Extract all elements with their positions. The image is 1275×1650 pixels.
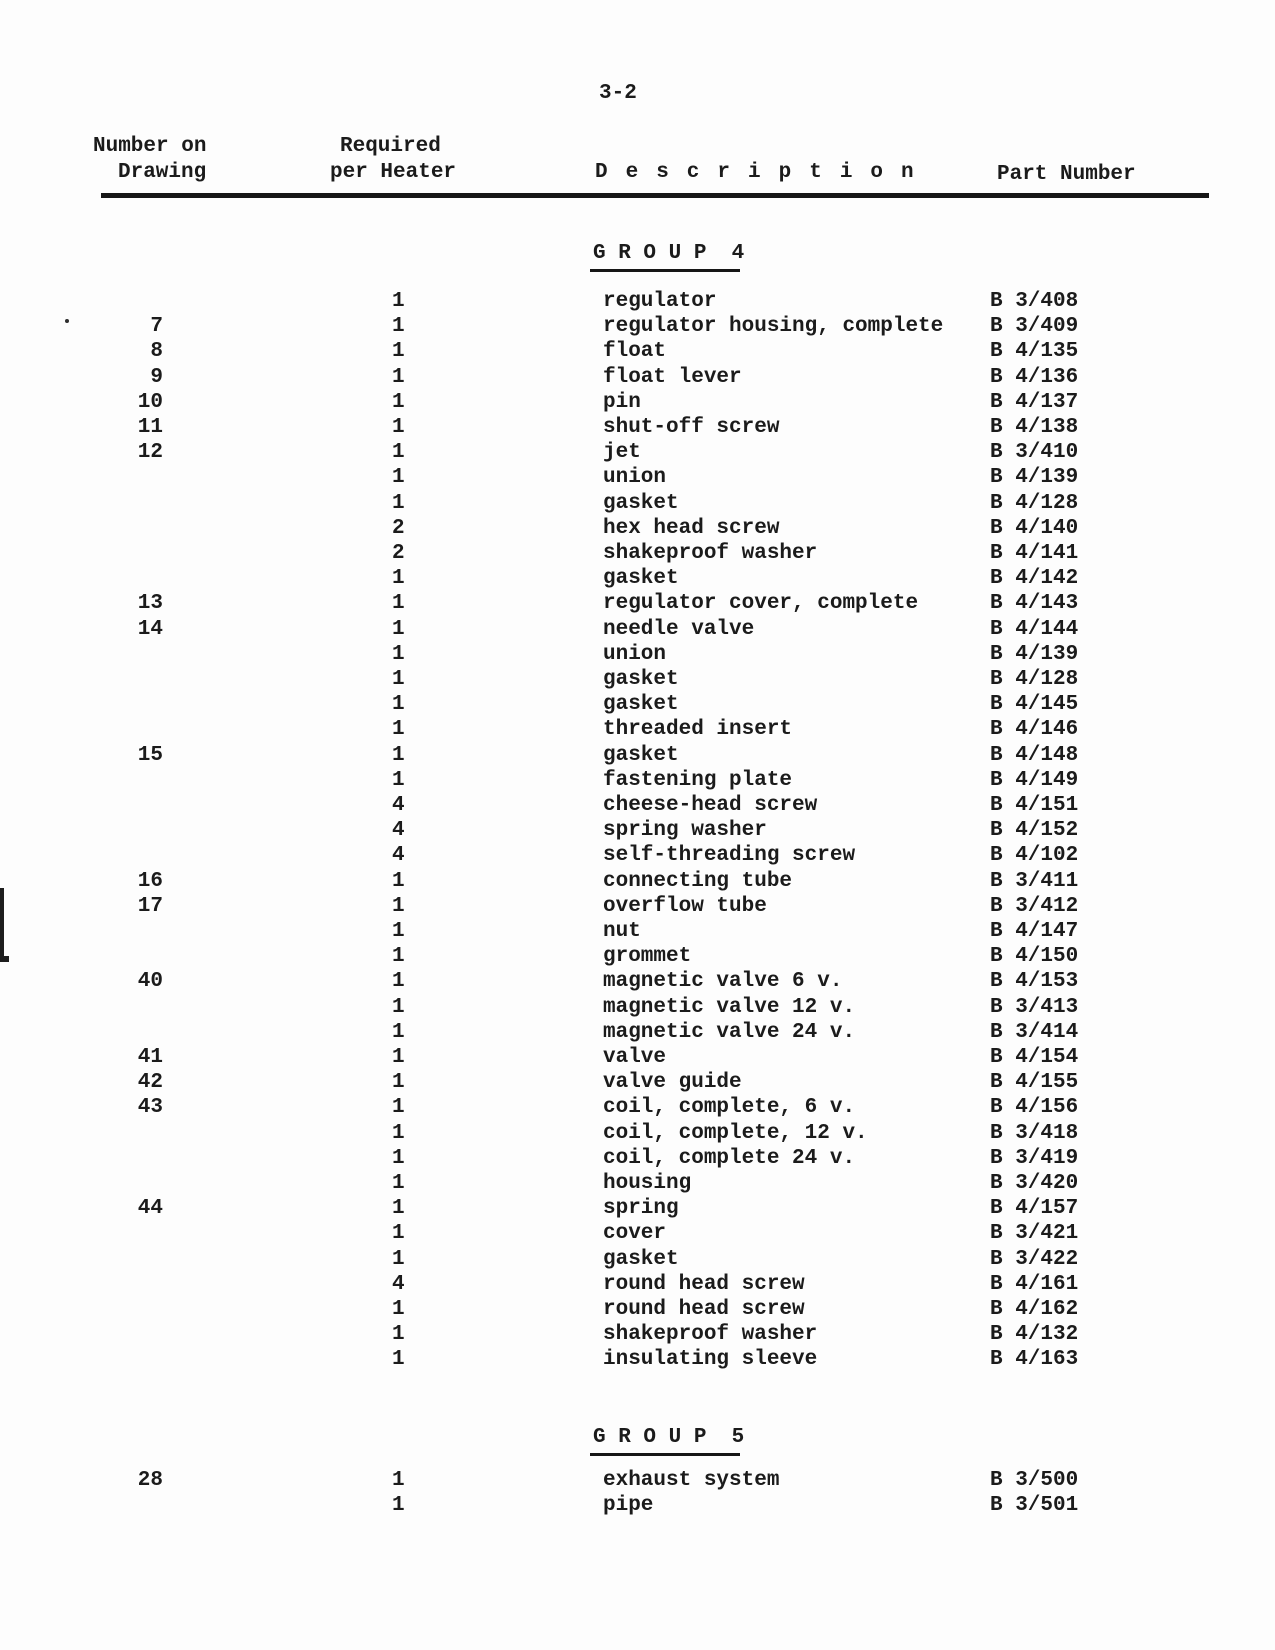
qty-cell: 1 bbox=[392, 768, 405, 792]
part-number-cell: B 3/412 bbox=[990, 894, 1079, 918]
description-cell: union bbox=[603, 642, 667, 666]
drawing-number-cell: 42 bbox=[137, 1071, 163, 1095]
part-number-cell: B 4/156 bbox=[990, 1096, 1079, 1120]
drawing-number-cell: 17 bbox=[137, 894, 163, 918]
qty-cell: 1 bbox=[392, 1020, 405, 1044]
qty-cell: 1 bbox=[392, 743, 405, 767]
part-number-cell: B 4/149 bbox=[990, 768, 1079, 792]
drawing-number-cell: 7 bbox=[150, 315, 163, 339]
description-cell: fastening plate bbox=[603, 768, 793, 792]
description-cell: housing bbox=[603, 1172, 692, 1195]
description-cell: hex head screw bbox=[603, 516, 780, 540]
part-number-cell: B 3/413 bbox=[990, 995, 1079, 1019]
part-number-cell: B 4/144 bbox=[990, 617, 1079, 641]
scan-edge-tick bbox=[0, 956, 9, 962]
qty-cell: 1 bbox=[392, 491, 405, 515]
description-cell: insulating sleeve bbox=[603, 1348, 818, 1372]
part-number-cell: B 4/154 bbox=[990, 1046, 1079, 1069]
drawing-number-cell: 40 bbox=[137, 970, 163, 994]
part-number-cell: B 3/500 bbox=[990, 1469, 1079, 1492]
part-number-cell: B 4/137 bbox=[990, 390, 1079, 414]
description-cell: pin bbox=[603, 390, 641, 414]
part-number-cell: B 4/162 bbox=[990, 1298, 1079, 1321]
col-header-per-heater: per Heater bbox=[330, 161, 457, 184]
description-cell: regulator bbox=[603, 290, 717, 313]
description-cell: coil, complete, 12 v. bbox=[603, 1121, 868, 1145]
description-cell: union bbox=[603, 466, 667, 490]
scan-speck bbox=[65, 319, 69, 323]
description-cell: spring washer bbox=[603, 819, 767, 843]
description-cell: gasket bbox=[603, 491, 679, 515]
qty-cell: 1 bbox=[392, 1096, 405, 1120]
qty-cell: 1 bbox=[392, 945, 405, 969]
qty-cell: 1 bbox=[392, 1222, 405, 1246]
description-cell: needle valve bbox=[603, 617, 755, 641]
part-number-cell: B 4/135 bbox=[990, 340, 1079, 364]
qty-cell: 1 bbox=[392, 995, 405, 1019]
qty-cell: 1 bbox=[392, 668, 405, 691]
part-number-cell: B 3/410 bbox=[990, 441, 1079, 465]
drawing-number-cell: 28 bbox=[137, 1469, 163, 1492]
part-number-cell: B 3/414 bbox=[990, 1020, 1079, 1044]
part-number-cell: B 3/421 bbox=[990, 1222, 1079, 1246]
description-cell: valve bbox=[603, 1046, 667, 1069]
part-number-cell: B 4/132 bbox=[990, 1323, 1079, 1347]
qty-cell: 1 bbox=[392, 1172, 405, 1195]
description-cell: coil, complete, 6 v. bbox=[603, 1096, 856, 1120]
part-number-cell: B 4/157 bbox=[990, 1197, 1079, 1221]
part-number-cell: B 4/152 bbox=[990, 819, 1079, 843]
part-number-cell: B 3/418 bbox=[990, 1121, 1079, 1145]
col-header-required: Required bbox=[340, 135, 441, 158]
qty-cell: 1 bbox=[392, 1348, 405, 1372]
qty-cell: 1 bbox=[392, 315, 405, 339]
part-number-cell: B 4/151 bbox=[990, 794, 1079, 817]
qty-cell: 1 bbox=[392, 642, 405, 666]
description-cell: gasket bbox=[603, 693, 679, 717]
drawing-number-cell: 8 bbox=[150, 340, 163, 364]
drawing-number-cell: 12 bbox=[137, 441, 163, 465]
description-cell: float bbox=[603, 340, 667, 364]
part-number-cell: B 4/136 bbox=[990, 365, 1079, 389]
part-number-cell: B 4/139 bbox=[990, 642, 1079, 666]
description-cell: connecting tube bbox=[603, 869, 793, 893]
part-number-cell: B 4/139 bbox=[990, 466, 1079, 490]
col-header-number-on: Number on bbox=[93, 135, 207, 158]
description-cell: gasket bbox=[603, 743, 679, 767]
col-header-drawing: Drawing bbox=[118, 161, 207, 184]
part-number-cell: B 3/408 bbox=[990, 290, 1079, 313]
qty-cell: 1 bbox=[392, 718, 405, 742]
description-cell: cover bbox=[603, 1222, 667, 1246]
description-cell: magnetic valve 12 v. bbox=[603, 995, 856, 1019]
drawing-number-cell: 13 bbox=[137, 592, 163, 616]
description-cell: jet bbox=[603, 441, 641, 465]
qty-cell: 1 bbox=[392, 894, 405, 918]
drawing-number-cell: 9 bbox=[150, 365, 163, 389]
part-number-cell: B 3/501 bbox=[990, 1494, 1079, 1518]
description-cell: spring bbox=[603, 1197, 679, 1221]
qty-cell: 4 bbox=[392, 819, 405, 843]
description-cell: gasket bbox=[603, 567, 679, 591]
description-cell: regulator housing, complete bbox=[603, 315, 944, 339]
part-number-cell: B 4/161 bbox=[990, 1272, 1079, 1296]
qty-cell: 1 bbox=[392, 290, 405, 313]
description-cell: gasket bbox=[603, 668, 679, 691]
part-number-cell: B 4/141 bbox=[990, 542, 1079, 565]
description-cell: shakeproof washer bbox=[603, 542, 818, 565]
drawing-number-cell: 14 bbox=[137, 617, 163, 641]
description-cell: gasket bbox=[603, 1247, 679, 1271]
description-cell: self-threading screw bbox=[603, 844, 856, 868]
part-number-cell: B 4/150 bbox=[990, 945, 1079, 969]
qty-cell: 1 bbox=[392, 592, 405, 616]
qty-cell: 1 bbox=[392, 617, 405, 641]
drawing-number-cell: 44 bbox=[137, 1197, 163, 1221]
qty-cell: 4 bbox=[392, 1272, 405, 1296]
description-cell: cheese-head screw bbox=[603, 794, 818, 817]
description-cell: grommet bbox=[603, 945, 692, 969]
qty-cell: 1 bbox=[392, 1494, 405, 1518]
qty-cell: 1 bbox=[392, 466, 405, 490]
qty-cell: 1 bbox=[392, 340, 405, 364]
part-number-cell: B 3/422 bbox=[990, 1247, 1079, 1271]
qty-cell: 1 bbox=[392, 567, 405, 591]
description-cell: valve guide bbox=[603, 1071, 742, 1095]
scan-edge-line bbox=[0, 888, 4, 958]
part-number-cell: B 4/140 bbox=[990, 516, 1079, 540]
qty-cell: 1 bbox=[392, 441, 405, 465]
qty-cell: 1 bbox=[392, 390, 405, 414]
part-number-cell: B 4/128 bbox=[990, 491, 1079, 515]
part-number-cell: B 3/419 bbox=[990, 1146, 1079, 1170]
part-number-cell: B 4/153 bbox=[990, 970, 1079, 994]
part-number-cell: B 4/148 bbox=[990, 743, 1079, 767]
qty-cell: 1 bbox=[392, 1469, 405, 1492]
group-heading: G R O U P 5 bbox=[593, 1426, 745, 1449]
qty-cell: 1 bbox=[392, 1146, 405, 1170]
description-cell: coil, complete 24 v. bbox=[603, 1146, 856, 1170]
qty-cell: 1 bbox=[392, 1323, 405, 1347]
qty-cell: 1 bbox=[392, 1071, 405, 1095]
description-cell: magnetic valve 6 v. bbox=[603, 970, 843, 994]
part-number-cell: B 3/409 bbox=[990, 315, 1079, 339]
description-cell: round head screw bbox=[603, 1298, 805, 1321]
part-number-cell: B 4/163 bbox=[990, 1348, 1079, 1372]
drawing-number-cell: 16 bbox=[137, 869, 163, 893]
drawing-number-cell: 10 bbox=[137, 390, 163, 414]
part-number-cell: B 4/138 bbox=[990, 416, 1079, 439]
qty-cell: 1 bbox=[392, 920, 405, 943]
qty-cell: 1 bbox=[392, 365, 405, 389]
description-cell: shakeproof washer bbox=[603, 1323, 818, 1347]
description-cell: regulator cover, complete bbox=[603, 592, 919, 616]
table-row bbox=[0, 1493, 1275, 1518]
qty-cell: 1 bbox=[392, 970, 405, 994]
qty-cell: 1 bbox=[392, 869, 405, 893]
drawing-number-cell: 43 bbox=[137, 1096, 163, 1120]
description-cell: shut-off screw bbox=[603, 416, 780, 439]
drawing-number-cell: 11 bbox=[137, 416, 163, 439]
part-number-cell: B 4/155 bbox=[990, 1071, 1079, 1095]
part-number-cell: B 4/143 bbox=[990, 592, 1079, 616]
part-number-cell: B 3/420 bbox=[990, 1172, 1079, 1195]
description-cell: overflow tube bbox=[603, 894, 767, 918]
description-cell: exhaust system bbox=[603, 1469, 780, 1492]
qty-cell: 1 bbox=[392, 693, 405, 717]
drawing-number-cell: 15 bbox=[137, 743, 163, 767]
description-cell: pipe bbox=[603, 1494, 654, 1518]
part-number-cell: B 4/145 bbox=[990, 693, 1079, 717]
qty-cell: 1 bbox=[392, 1298, 405, 1321]
col-header-description: D e s c r i p t i o n bbox=[595, 161, 917, 184]
qty-cell: 2 bbox=[392, 542, 405, 565]
qty-cell: 4 bbox=[392, 794, 405, 817]
description-cell: round head screw bbox=[603, 1272, 805, 1296]
description-cell: magnetic valve 24 v. bbox=[603, 1020, 856, 1044]
qty-cell: 1 bbox=[392, 1046, 405, 1069]
part-number-cell: B 4/128 bbox=[990, 668, 1079, 691]
qty-cell: 1 bbox=[392, 1247, 405, 1271]
qty-cell: 1 bbox=[392, 416, 405, 439]
group-heading-underline bbox=[590, 1453, 740, 1456]
part-number-cell: B 3/411 bbox=[990, 869, 1079, 893]
part-number-cell: B 4/146 bbox=[990, 718, 1079, 742]
description-cell: nut bbox=[603, 920, 641, 943]
part-number-cell: B 4/147 bbox=[990, 920, 1079, 943]
description-cell: threaded insert bbox=[603, 718, 793, 742]
page-number: 3-2 bbox=[599, 82, 637, 105]
qty-cell: 1 bbox=[392, 1197, 405, 1221]
part-number-cell: B 4/102 bbox=[990, 844, 1079, 868]
table-row bbox=[0, 1468, 1275, 1493]
qty-cell: 2 bbox=[392, 516, 405, 540]
part-number-cell: B 4/142 bbox=[990, 567, 1079, 591]
qty-cell: 4 bbox=[392, 844, 405, 868]
col-header-part-number: Part Number bbox=[997, 163, 1136, 186]
group-heading: G R O U P 4 bbox=[593, 242, 745, 265]
description-cell: float lever bbox=[603, 365, 742, 389]
qty-cell: 1 bbox=[392, 1121, 405, 1145]
drawing-number-cell: 41 bbox=[137, 1046, 163, 1069]
